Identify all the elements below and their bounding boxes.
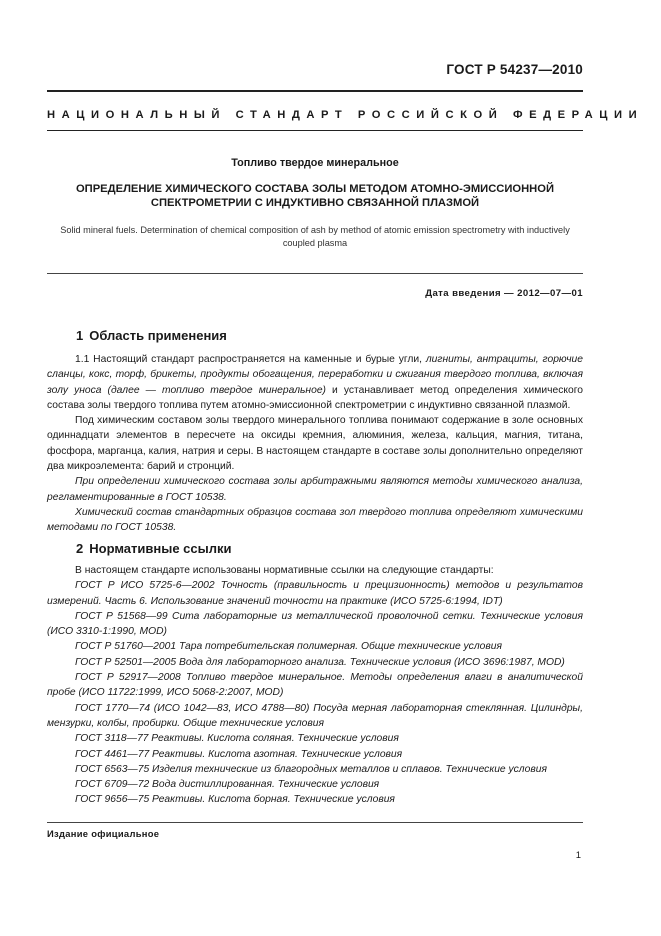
edition-note: Издание официальное: [47, 828, 160, 839]
document-subject: Топливо твердое минеральное: [231, 157, 399, 169]
reference-item: ГОСТ 6563—75 Изделия технические из благородных металлов и сплавов. Технические условия: [75, 763, 547, 775]
section-title: Область применения: [89, 328, 227, 343]
paragraph: Химический состав стандартных образцов состава зол твердого топлива определяют химическими методами по ГОСТ 10538.: [47, 506, 583, 534]
section-2-heading: [76, 541, 231, 556]
section-2-body: [47, 563, 583, 808]
title-rule: [47, 273, 583, 274]
page-number: 1: [575, 850, 581, 861]
national-standard-banner: НАЦИОНАЛЬНЫЙ СТАНДАРТ РОССИЙСКОЙ ФЕДЕРАЦИИ: [47, 109, 644, 121]
paragraph: При определении химического состава золы арбитражными являются методы химического анализа, регламентированные в ГОСТ 10538.: [47, 476, 583, 503]
reference-item: ГОСТ 3118—77 Реактивы. Кислота соляная. Технические условия: [75, 733, 399, 745]
reference-item: ГОСТ Р 51760—2001 Тара потребительская полимерная. Общие технические условия: [75, 641, 502, 653]
document-title-ru: [47, 182, 583, 210]
reference-item: ГОСТ Р 52917—2008 Топливо твердое минеральное. Методы определения влаги в аналитической пробе (ИСО 11722:1999, ИСО 5068-2:2007, MOD): [47, 672, 583, 699]
document-title-en: Solid mineral fuels. Determination of chemical composition of ash by method of atomic emission spectrometry with inductively coupled plasma: [60, 225, 570, 248]
reference-item: ГОСТ Р 51568—99 Сита лабораторные из металлической проволочной сетки. Технические условия (ИСО 3310-1:1990, MOD): [47, 610, 583, 638]
section-title: Нормативные ссылки: [89, 541, 232, 556]
section-1-body: [47, 352, 583, 536]
reference-item: ГОСТ 6709—72 Вода дистиллированная. Технические условия: [75, 779, 380, 791]
reference-item: ГОСТ 9656—75 Реактивы. Кислота борная. Технические условия: [75, 794, 395, 806]
title-ru-line-2: СПЕКТРОМЕТРИИ С ИНДУКТИВНО СВЯЗАННОЙ ПЛАЗМОЙ: [150, 197, 480, 209]
section-number: 1: [76, 328, 84, 343]
introduction-date: Дата введения — 2012—07—01: [425, 288, 583, 299]
paragraph: В настоящем стандарте использованы нормативные ссылки на следующие стандарты:: [75, 565, 494, 576]
banner-rule: [47, 130, 583, 131]
reference-item: ГОСТ Р ИСО 5725-6—2002 Точность (правильность и прецизионность) методов и результатов измерений. Часть 6. Использование значений точности на практике (ИСО 5725-6:1994, IDT): [47, 580, 583, 607]
footer-rule: [47, 822, 583, 823]
section-1-heading: [76, 328, 227, 343]
section-number: 2: [76, 541, 84, 556]
reference-item: ГОСТ 1770—74 (ИСО 1042—83, ИСО 4788—80) Посуда мерная лабораторная стеклянная. Цилиндры, мензурки, колбы, пробирки. Общие технические условия: [47, 702, 583, 729]
reference-item: ГОСТ 4461—77 Реактивы. Кислота азотная. Технические условия: [75, 748, 403, 760]
header-rule: [47, 90, 583, 92]
title-ru-line-1: ОПРЕДЕЛЕНИЕ ХИМИЧЕСКОГО СОСТАВА ЗОЛЫ МЕТОДОМ АТОМНО-ЭМИССИОННОЙ: [75, 183, 555, 195]
paragraph: Под химическим составом золы твердого минерального топлива понимают содержание в золе основных одиннадцати элементов в пересчете на оксиды кремния, алюминия, железа, кальция, магния, титана, фосфора, марганца, калия, натрия и серы. В настоящем стандарте в составе золы дополнительно определяют два микроэлемента: барий и стронций.: [47, 415, 583, 473]
reference-item: ГОСТ Р 52501—2005 Вода для лабораторного анализа. Технические условия (ИСО 3696:1987, MOD): [75, 656, 565, 668]
paragraph: 1.1 Настоящий стандарт распространяется на каменные и бурые угли, лигниты, антрациты, горючие сланцы, кокс, торф, брикеты, продукты обогащения, переработки и сжигания твердого топлива, включая золу уноса (далее — топливо твердое минеральное) и устанавливает метод определения химического состава золы твердого топлива путем атомно-эмиссионной спектрометрии с индуктивно связанной плазмой.: [47, 354, 583, 411]
document-code: ГОСТ Р 54237—2010: [446, 62, 583, 77]
